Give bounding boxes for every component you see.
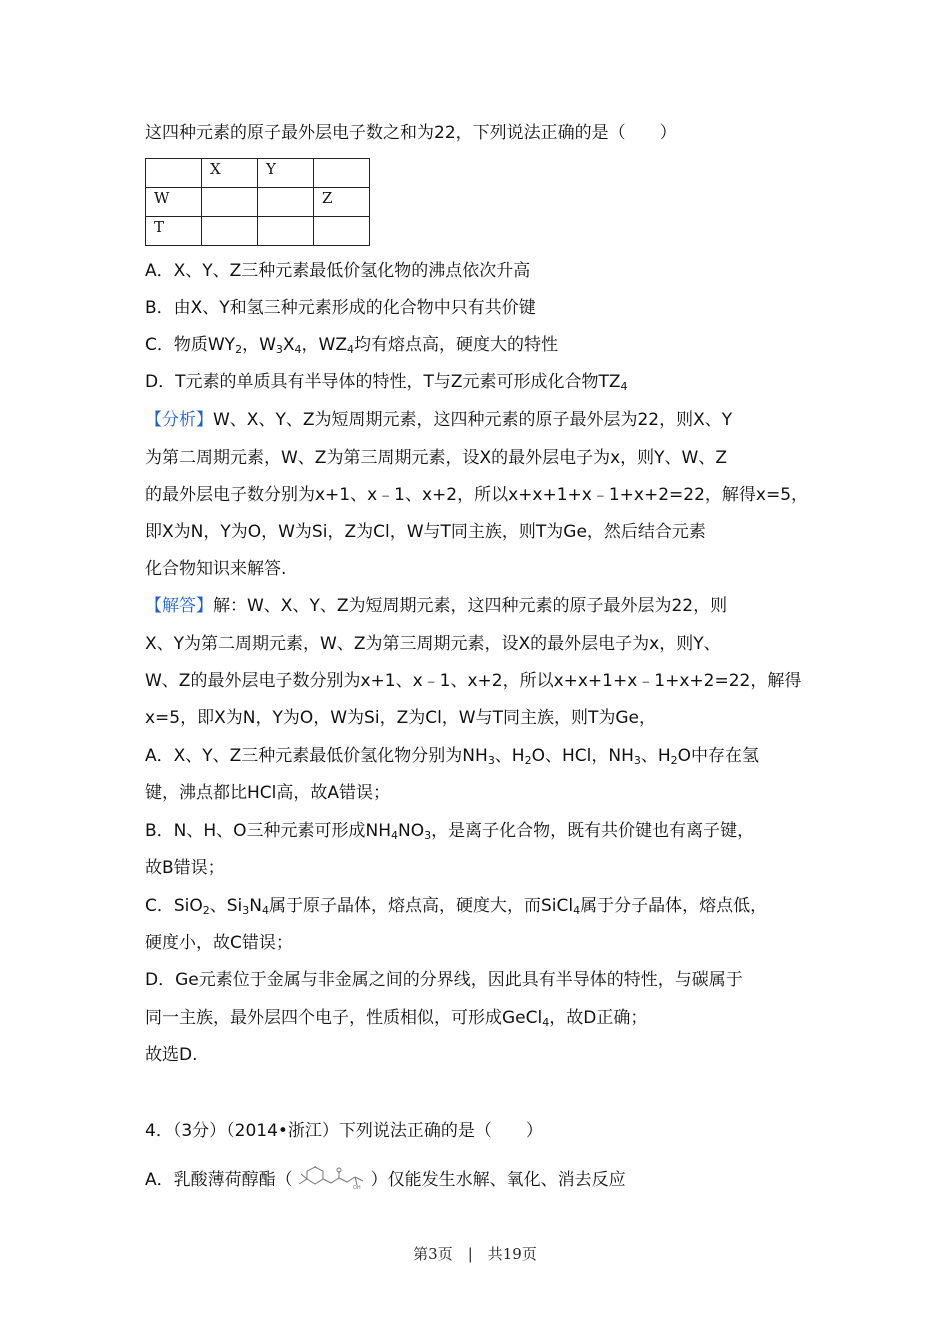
- answer-option-a: A．X、Y、Z三种元素最低价氢化物分别为$NH_3$、$H_2O$、HCl，$NH_3$、$H_2O$中存在氢: [145, 746, 760, 767]
- table-cell: [202, 217, 258, 246]
- answer-tag: 【解答】: [145, 596, 213, 616]
- analysis-line: 化合物知识来解答.: [145, 559, 287, 579]
- answer-line: 同一主族，最外层四个电子，性质相似，可形成GeCl$_4$，故D正确；: [145, 1008, 648, 1029]
- table-cell: Y: [258, 159, 314, 188]
- answer-option-d: D．Ge元素位于金属与非金属之间的分界线，因此具有半导体的特性，与碳属于: [145, 970, 743, 990]
- answer-line: W、Z的最外层电子数分别为x+1、x﹣1、x+2，所以x+x+1+x﹣1+x+2=22，解得: [145, 671, 802, 691]
- option-d: D．T元素的单质具有半导体的特性，T与Z元素可形成化合物$TZ_4$: [145, 372, 628, 393]
- answer-line: 键，沸点都比HCl高，故A错误；: [145, 783, 391, 803]
- answer-line: 故B错误；: [145, 858, 225, 878]
- table-row: [146, 188, 370, 217]
- answer-option-c: C．SiO$_2$、$Si_3N_4$属于原子晶体，熔点高，硬度大，而SiCl$_4$属于分子晶体，熔点低，: [145, 896, 768, 917]
- analysis-tag: 【分析】: [145, 410, 213, 430]
- answer-line: x=5，即X为N，Y为O，W为Si，Z为Cl，W与T同主族，则T为Ge，: [145, 708, 657, 728]
- menthyl-lactate-structure-icon: [293, 1166, 371, 1190]
- answer-conclusion: 故选D.: [145, 1045, 198, 1065]
- table-cell: [258, 188, 314, 217]
- answer-line: 【解答】解：W、X、Y、Z为短周期元素，这四种元素的原子最外层为22，则: [145, 596, 728, 616]
- table-cell: W: [146, 188, 202, 217]
- option-c: C．物质$WY_2$，$W_3X_4$，$WZ_4$均有熔点高，硬度大的特性: [145, 335, 559, 356]
- question-intro: 这四种元素的原子最外层电子数之和为22，下列说法正确的是（ ）: [145, 123, 677, 143]
- analysis-line: 【分析】W、X、Y、Z为短周期元素，这四种元素的原子最外层为22，则X、Y: [145, 410, 733, 430]
- table-cell: T: [146, 217, 202, 246]
- table-cell: [258, 217, 314, 246]
- option-a: A．X、Y、Z三种元素最低价氢化物的沸点依次升高: [145, 261, 531, 281]
- question-4-option-a: A．乳酸薄荷醇酯（ OH ）仅能发生水解、氧化、消去反应: [145, 1166, 626, 1192]
- table-row: [146, 217, 370, 246]
- analysis-line: 为第二周期元素，W、Z为第三周期元素，设X的最外层电子为x，则Y、W、Z: [145, 448, 727, 468]
- table-cell: Z: [314, 188, 370, 217]
- analysis-line: 即X为N，Y为O，W为Si，Z为Cl，W与T同主族，则T为Ge，然后结合元素: [145, 522, 706, 542]
- analysis-line: 的最外层电子数分别为x+1、x﹣1、x+2，所以x+x+1+x﹣1+x+2=22，解得x=5，: [145, 485, 809, 505]
- table-cell: [314, 159, 370, 188]
- answer-line: X、Y为第二周期元素，W、Z为第三周期元素，设X的最外层电子为x，则Y、: [145, 634, 721, 654]
- table-cell: [146, 159, 202, 188]
- question-4-stem: 4．（3分）（2014•浙江）下列说法正确的是（ ）: [145, 1121, 543, 1141]
- option-b: B．由X、Y和氢三种元素形成的化合物中只有共价键: [145, 298, 536, 318]
- table-cell: X: [202, 159, 258, 188]
- answer-option-b: B．N、H、O三种元素可形成$NH_4NO_3$，是离子化合物，既有共价键也有离子键，: [145, 821, 755, 842]
- periodic-table-fragment: [145, 158, 370, 246]
- table-cell: [202, 188, 258, 217]
- table-row: [146, 159, 370, 188]
- answer-line: 硬度小，故C错误；: [145, 933, 293, 953]
- table-cell: [314, 217, 370, 246]
- page-footer: 第3页 | 共19页: [413, 1245, 537, 1263]
- svg-text:OH: OH: [352, 1185, 361, 1190]
